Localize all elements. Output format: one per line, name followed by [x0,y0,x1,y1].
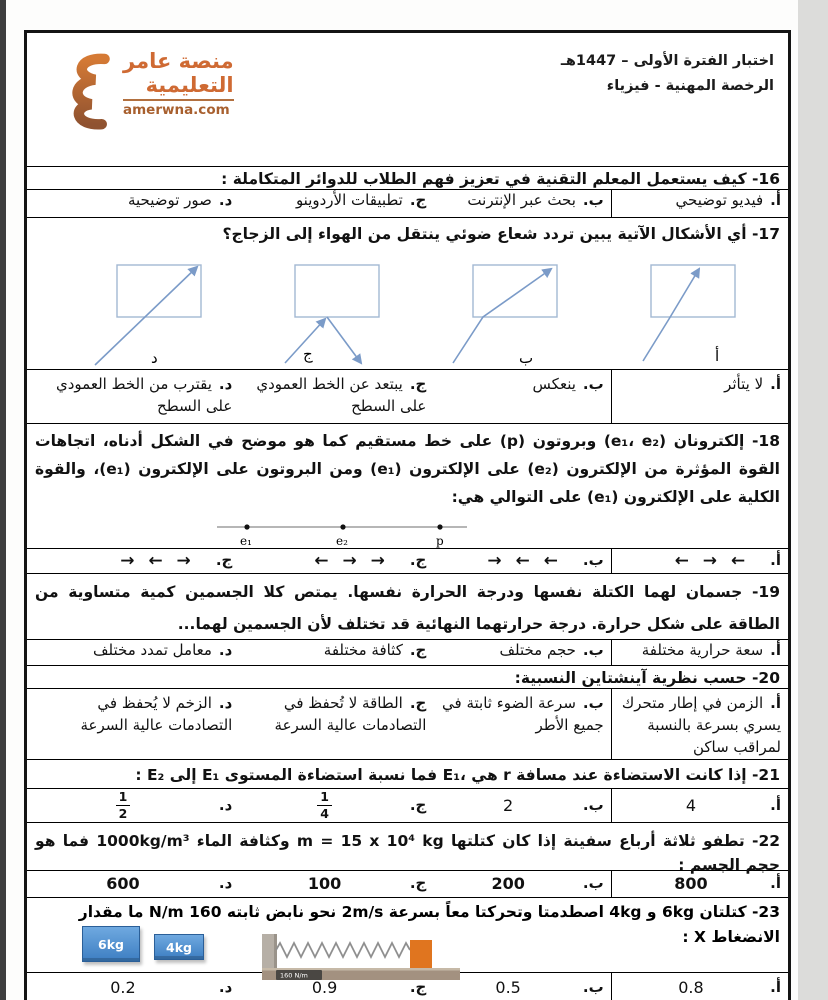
refraction-figure-c [267,259,413,371]
q23-title-line2: الانضغاط X : [682,927,780,946]
photo-edge-right [798,0,828,1000]
option-label: أ. [770,795,781,814]
option-label: ج. [409,551,427,570]
option-value: 0.8 [678,978,704,998]
q19-options-row [27,640,788,666]
option-label: ب. [582,694,604,712]
option-text: الزمن في إطار متحرك يسري بسرعة بالنسبة لمراقب ساكن [621,694,781,756]
option-text: كثافة مختلفة [323,641,403,659]
option-text: حجم مختلف [499,641,576,659]
figure-label: ب [519,349,534,367]
electron1-dot [244,524,249,529]
logo-name-line2: التعليمية [145,73,234,98]
option-label: أ. [770,375,781,393]
q20-title: 20- حسب نظرية آينشتاين النسبية: [27,666,788,689]
q21-title: 21- إذا كانت الاستضاءة عند مسافة r هي ،E₁ فما نسبة استضاءة المستوى E₁ إلى E₂ : [27,760,788,789]
q19-option-a [611,640,788,665]
q16-option-b [433,190,610,217]
q23-option-c [239,973,433,1000]
q22-title: 22- تطفو ثلاثة أرباع سفينة إذا كان كتلتها m = 15 x 10⁴ kg وكثافة الماء 1000kg/m³ فما هو حجم الجسم : [27,823,788,871]
logo-site-url: amerwna.com [123,102,230,119]
option-label: أ. [770,694,781,712]
q21-option-a [611,789,788,822]
q16-option-a [611,190,788,217]
refraction-figure-b [445,259,591,371]
q16-title: 16- كيف يستعمل المعلم التقنية في تعزيز فهم الطلاب للدوائر المتكاملة : [27,167,788,190]
option-value: 4 [685,795,697,815]
option-label: ب. [582,795,604,814]
proton-label: p [436,534,444,548]
option-text: صور توضيحية [127,191,212,209]
logo-text-block [123,49,234,135]
mass-box-6kg: 6kg [82,926,140,962]
option-text: الزخم لا يُحفظ في التصادمات عالية السرعة [80,694,233,734]
option-label: د. [218,375,233,393]
option-text: بحث عبر الإنترنت [467,191,576,209]
option-label: ب. [582,375,604,393]
option-label: ج. [409,978,427,997]
option-value: 200 [491,874,525,894]
logo-divider [123,99,234,101]
option-text: معامل تمدد مختلف [93,641,212,659]
q17-option-a [611,370,788,423]
option-label: د. [218,191,233,209]
option-label: د. [218,641,233,659]
q20-option-a [611,689,788,759]
option-label: ج. [409,375,427,393]
option-text: تطبيقات الأردوينو [295,191,403,209]
ray-arrow-icon [327,317,361,363]
q18-figure-row [27,509,788,549]
option-value: 0.2 [110,978,136,998]
fraction-value: $\frac{1}{2}$ [116,790,131,821]
mass-box-4kg: 4kg [154,934,204,960]
q21-option-c [239,789,433,822]
spring-coil-icon [276,943,410,957]
option-label: ب. [582,874,604,893]
q19-option-d [27,640,239,665]
option-label: ج. [409,641,427,659]
q21-options-row [27,789,788,823]
figure-label: أ [715,347,720,365]
q18-option-b [433,549,610,573]
ain-logo-icon [63,49,115,135]
q22-options-row [27,871,788,898]
option-label: د. [218,874,233,893]
force-arrows: → ← → [120,550,195,571]
option-label: ب. [582,191,604,209]
q17-options-row [27,370,788,424]
option-text: الطاقة لا تُحفظ في التصادمات عالية السرعة [274,694,427,734]
header-row [27,33,788,167]
q16-options-row [27,190,788,218]
q22-option-b [433,871,610,897]
q23-option-b [433,973,610,1000]
q23-options-row [27,973,788,1000]
option-value: 600 [106,874,140,894]
option-text: سرعة الضوء ثابتة في جميع الأطر [442,694,604,734]
q19-option-c [239,640,433,665]
q18-options-row [27,549,788,574]
q16-option-d [27,190,239,217]
option-label: د. [218,694,233,712]
fraction-value: $\frac{1}{4}$ [317,790,332,821]
option-label: ج. [409,191,427,209]
q17-option-b [433,370,610,423]
q17-title: 17- أي الأشكال الآتية يبين تردد شعاع ضوئي ينتقل من الهواء إلى الزجاج؟ [222,225,780,243]
option-label: د. [218,795,233,814]
q18-option-d [27,549,239,573]
option-text: ينعكس [532,375,576,393]
ray-arrow-icon [95,267,197,365]
option-label: ج. [215,551,233,570]
q20-options-row [27,689,788,760]
option-value: 2 [503,795,514,815]
option-label: ب. [582,641,604,659]
option-label: ج. [409,795,427,814]
charges-line-figure [215,517,470,551]
force-arrows: ← → → [314,550,389,571]
q16-option-c [239,190,433,217]
electron2-label: e₂ [336,534,348,548]
q20-option-b [433,689,610,759]
option-label: أ. [770,191,781,209]
q23-title-line1: 23- كتلتان 6kg و 4kg اصطدمتا وتحركتا معاً بسرعة 2m/s نحو نابض ثابته 160 N/m ما مقدار [78,903,780,921]
q18-option-a [611,549,788,573]
option-label: أ. [770,641,781,659]
q23-option-a [611,973,788,1000]
spring-constant-label: 160 N/m [280,971,308,980]
q19-option-b [433,640,610,665]
ray-arrow-icon [453,269,551,363]
q19-title: 19- جسمان لهما الكتلة نفسها ودرجة الحرارة نفسها. يمتص كلا الجسمين كمية متساوية من الطاقة على شكل حرارة. درجة حرارتهما النهائية قد تختلف لأن الجسمين لهما... [27,574,788,640]
option-label: أ. [770,551,781,570]
q20-option-c [239,689,433,759]
exam-sheet [24,30,791,1000]
q21-option-b [433,789,610,822]
option-label: ب. [582,551,604,570]
option-label: د. [218,978,233,997]
exam-header-text [561,49,774,100]
figure-label: ج [303,345,313,363]
force-arrows: → ← ← [487,550,562,571]
proton-dot [437,524,442,529]
wall-shape [262,934,276,970]
option-text: سعة حرارية مختلفة [641,641,764,659]
option-label: ب. [582,978,604,997]
logo-name-line1: منصة عامر [123,49,234,73]
exam-subject: الرخصة المهنية - فيزياء [606,78,774,95]
q23-option-d [27,973,239,1000]
option-label: ج. [409,874,427,893]
option-value: 800 [674,874,708,894]
option-text: لا يتأثر [724,375,764,393]
exam-title: اختبار الفترة الأولى – 1447هـ [560,53,774,69]
option-text: يبتعد عن الخط العمودي على السطح [256,375,427,415]
option-text: يقترب من الخط العمودي على السطح [56,375,233,415]
q20-option-d [27,689,239,759]
q22-option-c [239,871,433,897]
q17-figure-row [27,249,788,370]
option-label: ج. [409,694,427,712]
spring-block-shape [410,940,432,968]
q18-option-c [239,549,433,573]
electron2-dot [340,524,345,529]
q18-title: 18- إلكترونان (e₁، e₂) وبروتون (p) على خط مستقيم كما هو موضح في الشكل أدناه، اتجاهات القوة المؤثرة من الإلكترون (e₂) على الإلكترون (e₁) ومن البروتون على الإلكترون (e₁)، والقوة الكلية على الإلكترون (e₁) على التوالي هي: [35,432,780,507]
q17-option-d [27,370,239,423]
q22-option-a [611,871,788,897]
option-text: فيديو توضيحي [675,191,764,209]
platform-logo [63,49,234,135]
option-value: 0.9 [311,978,338,998]
q17-option-c [239,370,433,423]
option-value: 100 [307,874,342,894]
figure-label: د [151,349,158,367]
electron1-label: e₁ [240,534,252,548]
option-label: أ. [770,978,781,997]
force-arrows: ← → ← [674,550,750,571]
refraction-figure-d [89,259,235,371]
option-label: أ. [770,874,781,893]
refraction-figure-a [623,259,769,371]
q22-option-d [27,871,239,897]
option-value: 0.5 [495,978,521,998]
q21-option-d [27,789,239,822]
q23-block [27,898,788,980]
